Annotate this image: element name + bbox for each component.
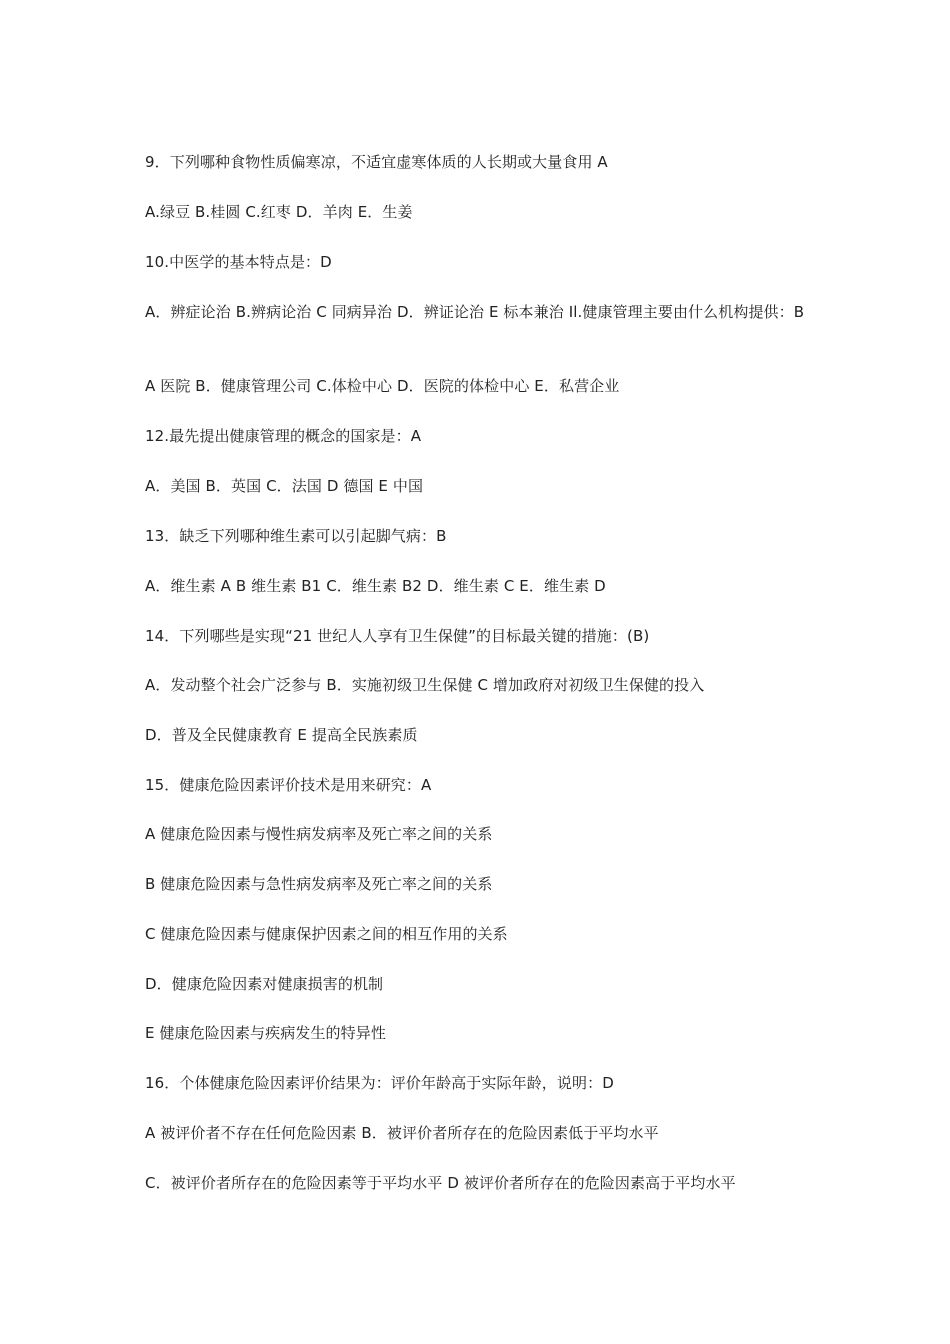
question-13: 13．缺乏下列哪种维生素可以引起脚气病：B (145, 527, 447, 545)
question-9: 9．下列哪种食物性质偏寒凉，不适宜虚寒体质的人长期或大量食用 A (145, 153, 608, 171)
question-16-options-c-d: C．被评价者所存在的危险因素等于平均水平 D 被评价者所存在的危险因素高于平均水平 (145, 1174, 736, 1192)
question-14: 14．下列哪些是实现“21 世纪人人享有卫生保健”的目标最关键的措施：(B) (145, 627, 650, 645)
question-10: 10.中医学的基本特点是：D (145, 253, 332, 271)
question-15-option-c: C 健康危险因素与健康保护因素之间的相互作用的关系 (145, 925, 508, 943)
question-9-options: A.绿豆 B.桂圆 C.红枣 D．羊肉 E．生姜 (145, 203, 413, 221)
question-15-option-a: A 健康危险因素与慢性病发病率及死亡率之间的关系 (145, 825, 493, 843)
question-15-option-d: D．健康危险因素对健康损害的机制 (145, 975, 384, 993)
question-13-options: A．维生素 A B 维生素 B1 C．维生素 B2 D．维生素 C E．维生素 D (145, 577, 606, 595)
question-15-option-b: B 健康危险因素与急性病发病率及死亡率之间的关系 (145, 875, 493, 893)
question-11-options: A 医院 B．健康管理公司 C.体检中心 D．医院的体检中心 E．私营企业 (145, 377, 620, 395)
question-15-option-e: E 健康危险因素与疾病发生的特异性 (145, 1024, 386, 1042)
question-10-options-and-question-11: A．辨症论治 B.辨病论治 C 同病异治 D．辨证论治 E 标本兼治 Il.健康管理主要由什么机构提供：B (145, 303, 805, 321)
question-15: 15．健康危险因素评价技术是用来研究：A (145, 776, 432, 794)
question-14-options-d-e: D．普及全民健康教育 E 提高全民族素质 (145, 726, 418, 744)
question-14-options-a-c: A．发动整个社会广泛参与 B．实施初级卫生保健 C 增加政府对初级卫生保健的投入 (145, 676, 705, 694)
question-16: 16．个体健康危险因素评价结果为：评价年龄高于实际年龄，说明：D (145, 1074, 614, 1092)
question-12: 12.最先提出健康管理的概念的国家是：A (145, 427, 422, 445)
question-12-options: A．美国 B．英国 C．法国 D 德国 E 中国 (145, 477, 424, 495)
question-16-options-a-b: A 被评价者不存在任何危险因素 B．被评价者所存在的危险因素低于平均水平 (145, 1124, 659, 1142)
